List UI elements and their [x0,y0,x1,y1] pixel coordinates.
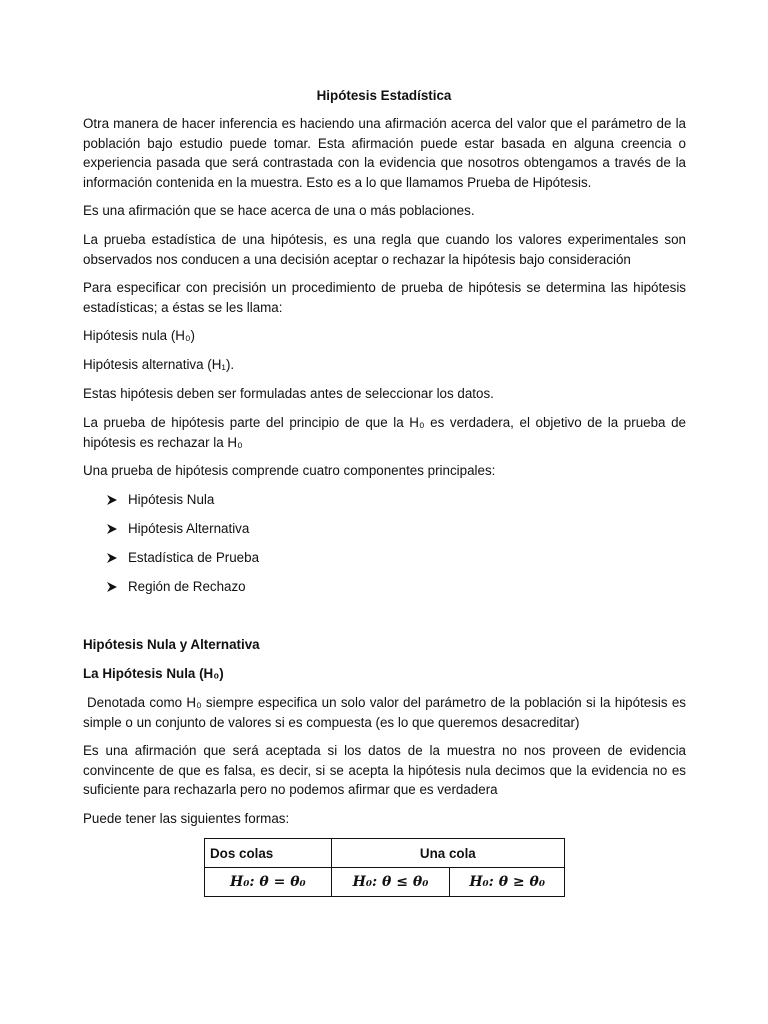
table-header-row [205,839,565,868]
principle-paragraph: La prueba de hipótesis parte del principio de que la H₀ es verdadera, el objetivo de la prueba de hipótesis es rechazar la H₀ [83,415,686,450]
one-tail-header: Una cola [331,839,564,868]
list-item [106,519,249,539]
two-tails-header: Dos colas [205,839,332,868]
forms-intro: Puede tener las siguientes formas: [83,811,290,826]
list-item-label: Hipótesis Alternativa [128,521,250,536]
definition-paragraph: Es una afirmación que se hace acerca de una o más poblaciones. [83,203,475,218]
formula-equal: H₀: θ = θ₀ [205,868,332,897]
list-item-label: Hipótesis Nula [128,492,215,507]
arrow-bullet-icon [106,552,128,564]
formulate-paragraph: Estas hipótesis deben ser formuladas antes de seleccionar los datos. [83,386,494,401]
hypothesis-forms-table [204,838,565,897]
list-item [106,548,259,568]
list-item [106,490,214,510]
section-heading: Hipótesis Nula y Alternativa [83,637,260,652]
components-intro: Una prueba de hipótesis comprende cuatro componentes principales: [83,463,496,478]
acceptance-paragraph: Es una afirmación que será aceptada si los datos de la muestra no nos proveen de evidencia convincente de que es falsa, es decir, si se acepta la hipótesis nula decimos que la evidencia no es suficiente para rechazarla pero no podemos afirmar que es verdadera [83,743,686,797]
formula-leq: H₀: θ ≤ θ₀ [331,868,450,897]
arrow-bullet-icon [106,523,128,535]
list-item-label: Estadística de Prueba [128,550,260,565]
arrow-bullet-icon [106,581,128,593]
page-title: Hipótesis Estadística [316,88,452,103]
statistical-test-paragraph: La prueba estadística de una hipótesis, es una regla que cuando los valores experimentales son observados nos conducen a una decisión aceptar o rechazar la hipótesis bajo consideración [83,232,686,267]
list-item [106,577,246,597]
intro-paragraph: Otra manera de hacer inferencia es haciendo una afirmación acerca del valor que el parámetro de la población bajo estudio puede tomar. Esta afirmación puede estar basada en alguna creencia o experiencia pasada que será contrastada con la evidencia que nosotros obtengamos a través de la información contenida en la muestra. Esto es a lo que llamamos Prueba de Hipótesis. [83,116,686,190]
null-hypothesis-line: Hipótesis nula (H₀) [83,328,195,343]
denoted-paragraph: Denotada como H₀ siempre especifica un solo valor del parámetro de la población si la hipótesis es simple o un conjunto de valores si es compuesta (es lo que queremos desacreditar) [83,695,686,730]
list-item-label: Región de Rechazo [128,579,246,594]
table-row [205,868,565,897]
subsection-heading: La Hipótesis Nula (H₀) [83,666,224,681]
alternative-hypothesis-line: Hipótesis alternativa (H₁). [83,357,235,372]
specify-paragraph: Para especificar con precisión un procedimiento de prueba de hipótesis se determina las hipótesis estadísticas; a éstas se les llama: [83,280,686,315]
arrow-bullet-icon [106,494,128,506]
formula-geq: H₀: θ ≥ θ₀ [450,868,565,897]
